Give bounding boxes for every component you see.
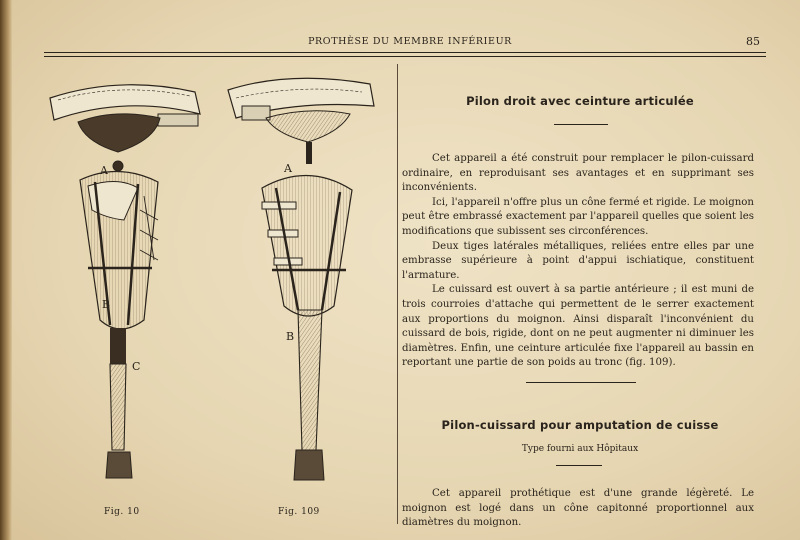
- section1-rule: [554, 124, 608, 125]
- running-title: PROTHÈSE DU MEMBRE INFÉRIEUR: [308, 36, 512, 47]
- section1-heading: Pilon droit avec ceinture articulée: [466, 94, 694, 108]
- section1-body: [402, 152, 754, 371]
- header-rule-thin: [44, 56, 766, 57]
- page-header: [60, 36, 760, 52]
- section1-paragraph: Deux tiges latérales métalliques, reliées entre elles par une embrasse supérieure à point d'appui ischiatique, constituent l'armature.: [402, 240, 754, 281]
- section2-heading: Pilon-cuissard pour amputation de cuisse: [441, 418, 719, 432]
- column-divider: [397, 64, 398, 524]
- section2-paragraph: Cet appareil prothétique est d'une grande légèreté. Le moignon est logé dans un cône capitonné proportionnel aux diamètres du moignon.: [402, 488, 754, 529]
- section2-body: [402, 487, 754, 531]
- section1-paragraph: Ici, l'appareil n'offre plus un cône fermé et rigide. Le moignon peut être embrassé exactement par l'appareil quelles que soient les modifications que subissent ses circonférences.: [402, 196, 754, 237]
- section2-rule: [556, 465, 602, 466]
- section1-paragraph: Cet appareil a été construit pour remplacer le pilon-cuissard ordinaire, en reproduisant ses avantages et en supprimant ses inconvénients.: [402, 153, 754, 194]
- fig109-label-a: A: [284, 162, 292, 175]
- figure-109-caption: Fig. 109: [278, 507, 320, 517]
- figure-108-drawing: [50, 85, 200, 478]
- section1-paragraph: Le cuissard est ouvert à sa partie antérieure ; il est muni de trois courroies d'attache qui permettent de le serrer exactement aux proportions du moignon. Ainsi disparaît l'inconvénient du cuissard de bois, rigide, dont on ne peut augmenter ni diminuer les diamètres. Enfin, une ceinture articulée fixe l'appareil au bassin en reportant une partie de son poids au tronc (fig. 109).: [402, 284, 754, 369]
- prosthesis-illustrations: [40, 70, 390, 490]
- book-spine: [0, 0, 12, 540]
- figure-108-caption: Fig. 10​: [104, 507, 140, 517]
- figure-109-drawing: [228, 78, 374, 480]
- header-rule-thick: [44, 52, 766, 53]
- fig108-label-a: A: [100, 164, 108, 177]
- fig109-label-b: B: [286, 330, 295, 343]
- section-separator-rule: [526, 382, 636, 383]
- fig108-label-b: B: [102, 298, 111, 311]
- page-number: 85: [746, 35, 760, 48]
- section2-subheading: Type fourni aux Hôpitaux: [521, 444, 639, 454]
- fig108-label-c: C: [132, 360, 141, 373]
